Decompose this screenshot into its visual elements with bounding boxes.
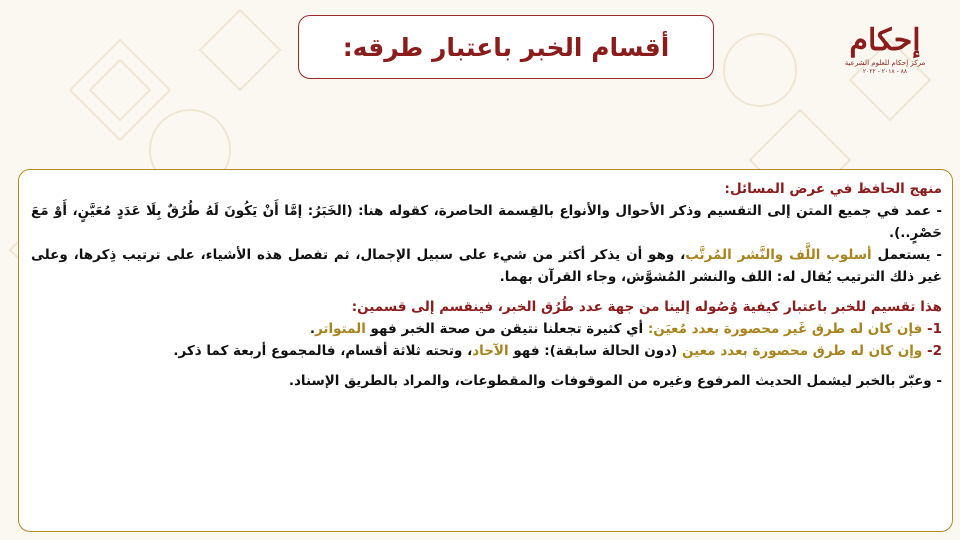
list-item-text: (دون الحالة سابقة): فهو <box>508 343 682 359</box>
list-item-number: 1- <box>922 321 942 337</box>
paragraph-style-highlight: أسلوب اللَّف والنَّشر المُرتَّب <box>685 247 872 263</box>
list-item-number: 2- <box>922 343 942 359</box>
slide-title: أقسام الخبر باعتبار طرقه: <box>342 32 670 62</box>
paragraph-division <box>31 200 942 244</box>
list-item-text: أي كثيرة تجعلنا نتيقن من صحة الخبر فهو <box>365 321 648 337</box>
slide-title-box <box>298 15 714 79</box>
paragraph-style-lead: - يستعمل <box>871 247 942 263</box>
paragraph-division-text: - عمد في جميع المتن إلى التقسيم وذكر الأحوال والأنواع بالقِسمة الحاصرة، كقوله هنا: <box>352 203 942 219</box>
list-item-text-end: ، وتحته ثلاثة أقسام، فالمجموع أربعة كما ذكر. <box>173 343 473 359</box>
section-heading-division: هذا تقسيم للخبر باعتبار كيفية وُصُوله إلينا من جهة عدد طُرُق الخبر، فينقسم إلى قسمين: <box>351 299 942 315</box>
logo-tagline: ٨٨ - ٢٠١٨ - ٢٠٢٢ <box>862 68 908 75</box>
list-item-term: المتواتر <box>315 321 366 337</box>
paragraph-division-quote: (الخَبَرُ: إمَّا أَنْ يَكُونَ لَهُ طُرُقٌ بِلَا عَدَدٍ مُعَيَّنٍ، أَوْ مَعَ حَصْرٍ..). <box>31 203 942 241</box>
paragraph-style-body: ، وهو أن يذكر أكثر من شيء على سبيل الإجمال، ثم تفصل هذه الأشياء، على ترتيب ذِكرها، وعلى غير ذلك الترتيب يُقال له: اللف والنشر المُشوَّش، وجاء القرآن بهما. <box>31 247 942 285</box>
list-item-dot: . <box>309 321 316 337</box>
list-item-mutawatir <box>31 318 942 340</box>
logo-mark: إحكام <box>849 23 921 58</box>
paragraph-khabar-note: - وعبّر بالخبر ليشمل الحديث المرفوع وغيره من الموقوفات والمقطوعات، والمراد بالطريق الإسناد. <box>288 373 942 389</box>
list-item-ahad <box>31 340 942 362</box>
logo-subtitle: مركز إحكام للعلوم الشرعية <box>844 59 926 67</box>
list-item-term: الآحاد <box>472 343 509 359</box>
list-item-condition: وإن كان له طرق محصورة بعدد معين <box>682 343 923 359</box>
section-heading-method: منهج الحافظ في عرض المسائل: <box>724 181 942 197</box>
list-item-condition: فإن كان له طرق غَير محصورة بعدد مُعيَن: <box>647 321 923 337</box>
brand-logo <box>842 24 928 96</box>
content-panel <box>18 169 953 532</box>
paragraph-style <box>31 244 942 288</box>
